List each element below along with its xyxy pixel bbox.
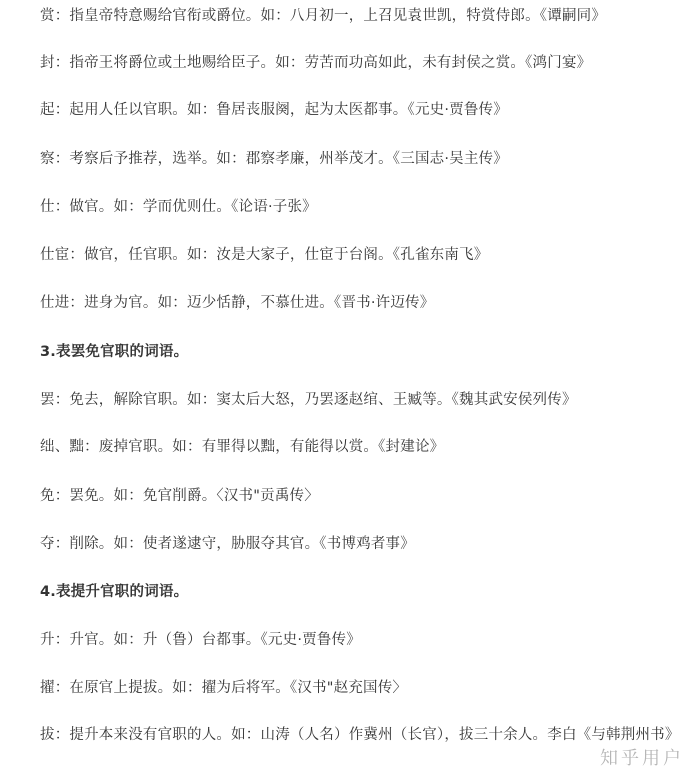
entry-shihuan: 仕宦：做官，任官职。如：汝是大家子，仕宦于台阁。《孔雀东南飞》 [40,247,489,263]
entry-ba-promote: 拔：提升本来没有官职的人。如：山涛（人名）作冀州（长官），拔三十余人。李白《与韩荆州书》 [40,727,680,743]
entry-duo: 夺：削除。如：使者遂逮守，胁服夺其官。《书博鸡者事》 [40,536,415,552]
entry-shang: 赏：指皇帝特意赐给官衔或爵位。如：八月初一，上召见袁世凯，特赏侍郎。《谭嗣同》 [40,8,607,24]
entry-shijin: 仕进：进身为官。如：迈少恬静，不慕仕进。《晋书·许迈传》 [40,295,435,311]
section-heading-dismissal: 3.表罢免官职的词语。 [40,344,189,360]
entry-cha: 察：考察后予推荐，选举。如：郡察孝廉，州举茂才。《三国志·吴主传》 [40,151,508,167]
entry-mian: 免：罢免。如：免官削爵。〈汉书"贡禹传〉 [40,488,319,504]
entry-shi: 仕：做官。如：学而优则仕。《论语·子张》 [40,199,317,215]
entry-feng: 封：指帝王将爵位或土地赐给臣子。如：劳苦而功高如此，未有封侯之赏。《鸿门宴》 [40,55,592,71]
zhihu-watermark: 知乎用户 [600,748,684,769]
section-heading-promotion: 4.表提升官职的词语。 [40,584,189,600]
entry-qi: 起：起用人任以官职。如：鲁居丧服阕，起为太医都事。《元史·贾鲁传》 [40,102,508,118]
entry-chu: 绌、黜：废掉官职。如：有罪得以黜，有能得以赏。《封建论》 [40,439,445,455]
entry-ba: 罢：免去，解除官职。如：窦太后大怒，乃罢逐赵绾、王臧等。《魏其武安侯列传》 [40,392,577,408]
entry-sheng: 升：升官。如：升（鲁）台都事。《元史·贾鲁传》 [40,632,361,648]
entry-zhuo: 擢：在原官上提拔。如：擢为后将军。《汉书"赵充国传〉 [40,680,408,696]
